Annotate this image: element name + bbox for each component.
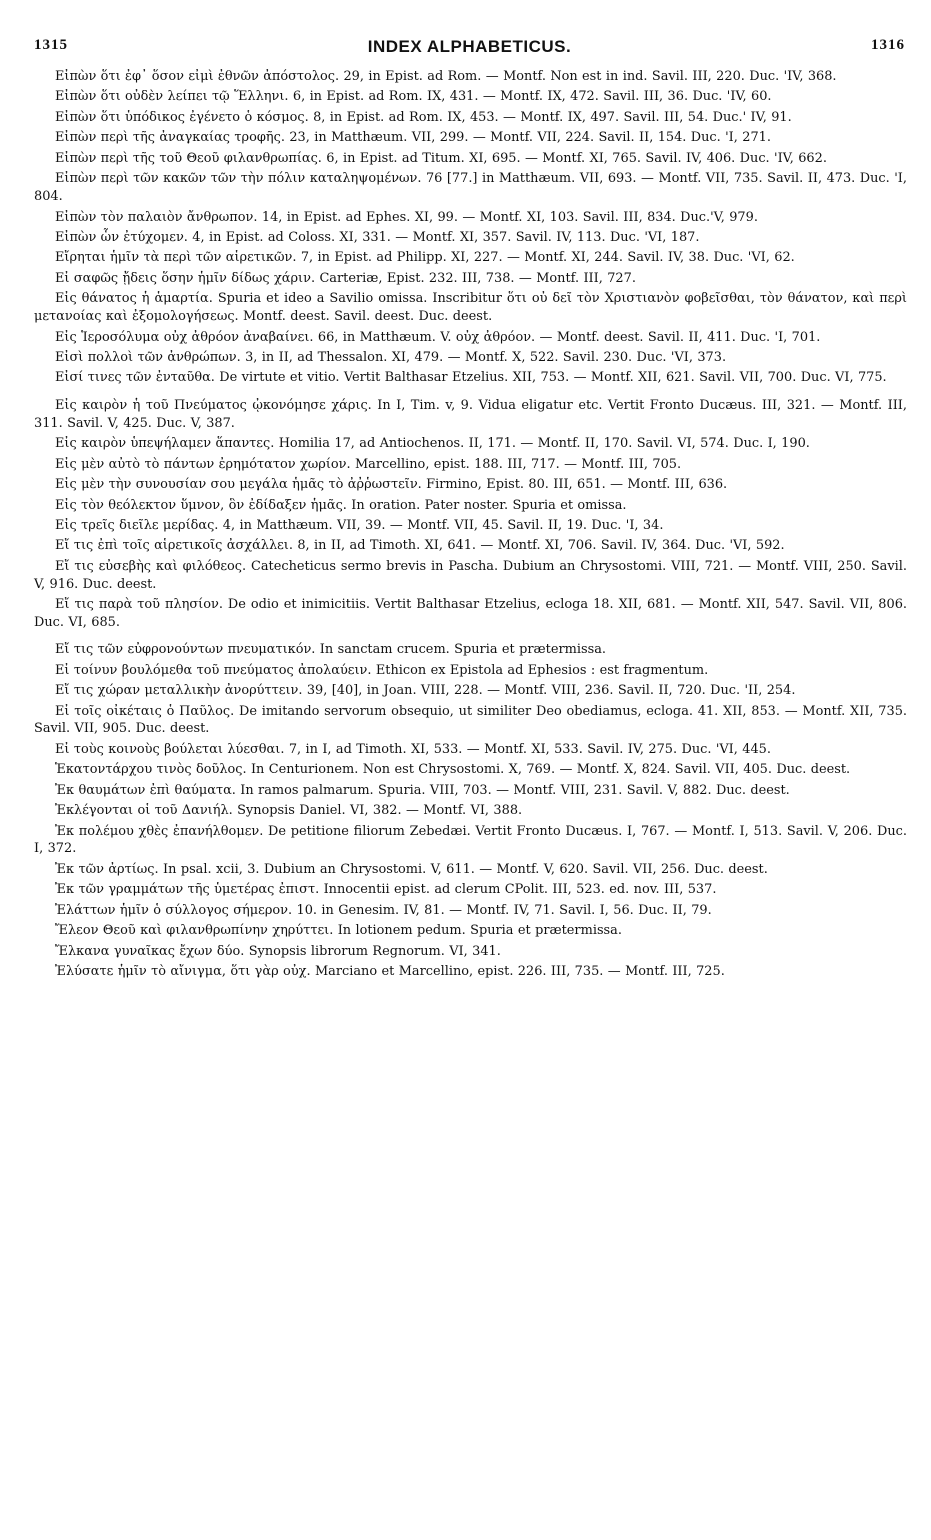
index-entry: Ἐκλέγονται οἱ τοῦ Δανιήλ. Synopsis Daniel. VI, 382. — Montf. VI, 388. — [55, 803, 523, 819]
index-entry: Ἔλεον Θεοῦ καὶ φιλανθρωπίνην χηρύττει. In lotionem pedum. Spuria et prætermissa. — [55, 923, 622, 939]
index-entry: Ἐλάττων ἡμῖν ὁ σύλλογος σήμερον. 10. in Genesim. IV, 81. — Montf. IV, 71. Savil. I, 56. Duc. II, 79. — [55, 902, 712, 918]
page-header — [34, 37, 905, 59]
index-entry: Εἴ τις χώραν μεταλλικὴν ἀνορύττειν. 39, [40], in Joan. VIII, 228. — Montf. VIII, 236. Savil. II, 720. Duc. 'II, 254. — [55, 683, 796, 699]
index-entry: Εἰς μὲν αὐτὸ τὸ πάντων ἐρημότατον χωρίον. Marcellino, epist. 188. III, 717. — Montf. III, 705. — [55, 456, 682, 472]
index-entry: Εἰπὼν περὶ τῆς τοῦ Θεοῦ φιλανθρωπίας. 6, in Epist. ad Titum. XI, 695. — Montf. XI, 765. Savil. IV, 406. Duc. 'IV, 662. — [55, 150, 827, 166]
index-entry: Ἐκ τῶν γραμμάτων τῆς ὑμετέρας ἐπιστ. Innocentii epist. ad clerum CPolit. III, 523. ed. nov. III, 537. — [55, 882, 717, 898]
index-entry: Εἴρηται ἡμῖν τὰ περὶ τῶν αἱρετικῶν. 7, in Epist. ad Philipp. XI, 227. — Montf. XI, 244. Savil. IV, 38. Duc. 'VI, 62. — [55, 250, 795, 266]
right-page-number: 1316 — [871, 37, 905, 53]
index-entry: Ἐκ θαυμάτων ἐπὶ θαύματα. In ramos palmarum. Spuria. VIII, 703. — Montf. VIII, 231. Savil. V, 882. Duc. deest. — [55, 782, 790, 798]
index-entry-list — [34, 68, 907, 984]
index-entry: Εἰπὼν περὶ τῆς ἀναγκαίας τροφῆς. 23, in Matthæum. VII, 299. — Montf. VII, 224. Savil. II, 154. Duc. 'I, 271. — [55, 130, 771, 146]
index-entry: Εἰπὼν ὅτι ὑπόδικος ἐγένετο ὁ κόσμος. 8, in Epist. ad Rom. IX, 453. — Montf. IX, 497. Savil. III, 54. Duc.' IV, 91. — [55, 109, 792, 125]
index-entry: Εἰς μὲν τὴν συνουσίαν σου μεγάλα ἡμᾶς τὸ ἀῤῥωστεῖν. Firmino, Epist. 80. III, 651. — Montf. III, 636. — [55, 477, 728, 493]
index-entry: Εἰ τοῖς οἰκέταις ὁ Παῦλος. De imitando servorum obsequio, ut similiter Deo obediamus, ecloga. 41. XII, 853. — Montf. XII, 735. Savil. VII, 905. Duc. deest. — [34, 703, 907, 737]
index-entry: Εἰς θάνατος ἡ ἁμαρτία. Spuria et ideo a Savilio omissa. Inscribitur ὅτι οὐ δεῖ τὸν Χριστιανὸν φοβεῖσθαι, τὸν θάνατον, καὶ περὶ μετανοίας καὶ ἐξομολογήσεως. Montf. deest. Savil. deest. Duc. deest. — [34, 291, 907, 325]
index-entry: Εἰπὼν ὧν ἐτύχομεν. 4, in Epist. ad Coloss. XI, 331. — Montf. XI, 357. Savil. IV, 113. Duc. 'VI, 187. — [55, 229, 700, 245]
index-entry: Ἐκ τῶν ἀρτίως. In psal. xcii, 3. Dubium an Chrysostomi. V, 611. — Montf. V, 620. Savil. VII, 256. Duc. deest. — [55, 861, 768, 877]
spacer — [34, 634, 907, 641]
index-entry: Εἰσὶ πολλοὶ τῶν ἀνθρώπων. 3, in II, ad Thessalon. XI, 479. — Montf. X, 522. Savil. 230. Duc. 'VI, 373. — [55, 350, 727, 365]
index-entry: Εἰπὼν ὅτι οὐδὲν λείπει τῷ Ἕλληνι. 6, in Epist. ad Rom. IX, 431. — Montf. IX, 472. Savil. III, 36. Duc. 'IV, 60. — [55, 89, 772, 105]
index-entry: Εἴ τις παρὰ τοῦ πλησίον. De odio et inimicitiis. Vertit Balthasar Etzelius, ecloga 18. XII, 681. — Montf. XII, 547. Savil. VII, 806. Duc. VI, 685. — [34, 597, 907, 630]
index-entry: Ἔλκανα γυναῖκας ἔχων δύο. Synopsis librorum Regnorum. VI, 341. — [55, 943, 501, 959]
index-entry: Εἰς καιρὸν ἡ τοῦ Πνεύματος ᾠκονόμησε χάρις. In I, Tim. v, 9. Vidua eligatur etc. Vertit Fronto Ducæus. III, 321. — Montf. III, 311. Savil. V, 425. Duc. V, 387. — [34, 397, 907, 431]
index-entry: Εἰ τοὺς κοινοὺς βούλεται λύεσθαι. 7, in I, ad Timoth. XI, 533. — Montf. XI, 533. Savil. IV, 275. Duc. 'VI, 445. — [55, 741, 771, 757]
index-entry: Εἰπὼν περὶ τῶν κακῶν τῶν τὴν πόλιν καταληψομένων. 76 [77.] in Matthæum. VII, 693. — Montf. VII, 735. Savil. II, 473. Duc. 'I, 804. — [34, 171, 907, 205]
index-entry: Εἰς Ἱεροσόλυμα οὐχ ἀθρόον ἀναβαίνει. 66, in Matthæum. V. οὐχ ἀθρόον. — Montf. deest. Savil. II, 411. Duc. 'I, 701. — [55, 329, 821, 345]
index-entry: Εἰ τοίνυν βουλόμεθα τοῦ πνεύματος ἀπολαύειν. Ethicon ex Epistola ad Ephesios : est fragmentum. — [55, 662, 709, 678]
index-entry: Εἴ τις τῶν εὐφρονούντων πνευματικόν. In sanctam crucem. Spuria et prætermissa. — [55, 642, 606, 658]
index-entry: Ἑκατοντάρχου τινὸς δοῦλος. In Centurionem. Non est Chrysostomi. X, 769. — Montf. X, 824. Savil. VII, 405. Duc. deest. — [55, 762, 851, 778]
index-entry: Ἐκ πολέμου χθὲς ἐπανήλθομεν. De petitione filiorum Zebedæi. Vertit Fronto Ducæus. I, 767. — Montf. I, 513. Savil. V, 206. Duc. I, 372. — [34, 823, 907, 857]
index-entry: Εἰσί τινες τῶν ἐνταῦθα. De virtute et vitio. Vertit Balthasar Etzelius. XII, 753. — Montf. XII, 621. Savil. VII, 700. Duc. VI, 775. — [55, 370, 887, 386]
left-page-number: 1315 — [34, 37, 68, 53]
index-entry: Εἴ τις ἐπὶ τοῖς αἱρετικοῖς ἀσχάλλει. 8, in II, ad Timoth. XI, 641. — Montf. XI, 706. Savil. IV, 364. Duc. 'VI, 592. — [55, 538, 785, 554]
index-entry: Εἰς τρεῖς διεῖλε μερίδας. 4, in Matthæum. VII, 39. — Montf. VII, 45. Savil. II, 19. Duc. 'I, 34. — [55, 517, 664, 533]
index-entry: Εἰς καιρὸν ὑπεψήλαμεν ἅπαντες. Homilia 17, ad Antiochenos. II, 171. — Montf. II, 170. Savil. VI, 574. Duc. I, 190. — [55, 436, 810, 452]
index-entry: Εἴ τις εὐσεβὴς καὶ φιλόθεος. Catecheticus sermo brevis in Pascha. Dubium an Chrysostomi. VIII, 721. — Montf. VIII, 250. Savil. V, 916. Duc. deest. — [34, 558, 907, 592]
index-entry: Ἐλύσατε ἡμῖν τὸ αἴνιγμα, ὅτι γὰρ οὐχ. Marciano et Marcellino, epist. 226. III, 735. — Montf. III, 725. — [55, 964, 725, 980]
page-title: INDEX ALPHABETICUS. — [367, 37, 572, 56]
index-entry: Εἰ σαφῶς ᾔδεις ὅσην ἡμῖν δίδως χάριν. Carteriæ, Epist. 232. III, 738. — Montf. III, 727. — [55, 270, 636, 286]
spacer — [34, 390, 907, 397]
index-entry: Εἰπὼν ὅτι ἐφ᾽ ὅσον εἰμὶ ἐθνῶν ἀπόστολος. 29, in Epist. ad Rom. — Montf. Non est in ind. Savil. III, 220. Duc. 'IV, 368. — [55, 69, 837, 84]
index-entry: Εἰς τὸν θεόλεκτον ὕμνον, ὃν ἐδίδαξεν ἡμᾶς. In oration. Pater noster. Spuria et omissa. — [55, 497, 627, 513]
index-entry: Εἰπὼν τὸν παλαιὸν ἄνθρωπον. 14, in Epist. ad Ephes. XI, 99. — Montf. XI, 103. Savil. III, 834. Duc.'V, 979. — [55, 209, 758, 225]
